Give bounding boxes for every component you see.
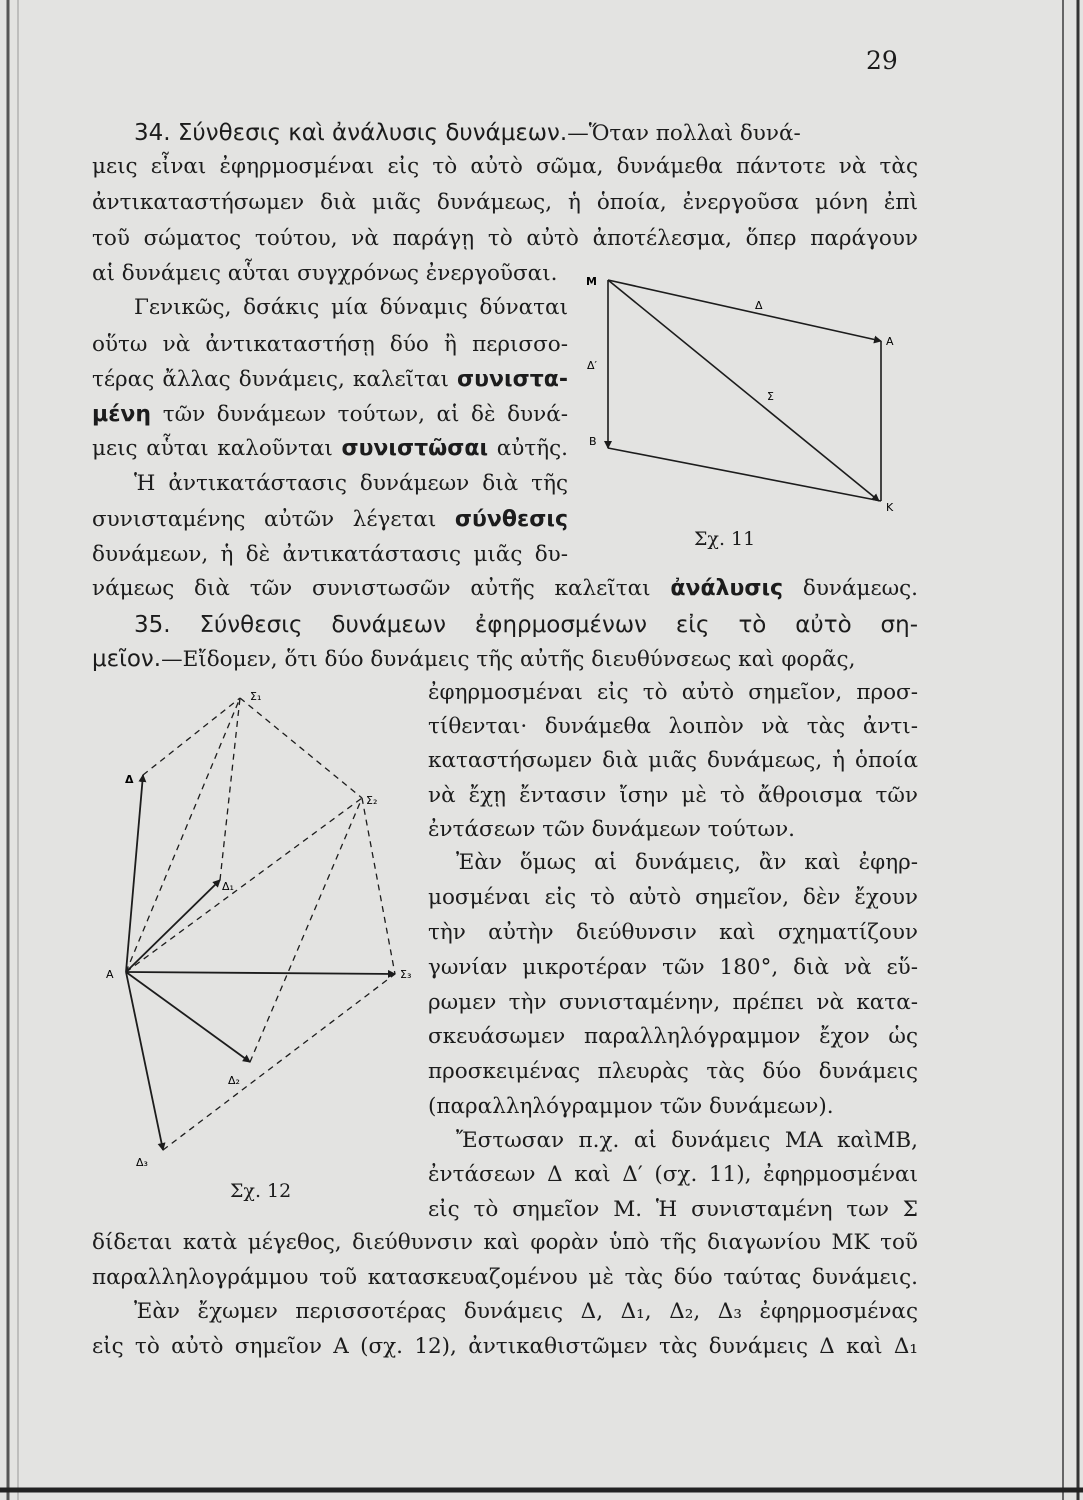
section34-line14 [92, 574, 918, 604]
section35-line5: νὰ ἔχῃ ἔντασιν ἴσην μὲ τὸ ἄθροισμα τῶν [428, 783, 918, 808]
section35-line8: μοσμέναι εἰς τὸ αὐτὸ σημεῖον, δὲν ἔχουν [428, 885, 918, 910]
section35-heading-end: μεῖον. [92, 646, 162, 672]
section35-line18: δίδεται κατὰ μέγεθος, διεύθυνσιν καὶ φορὰν ὑπὸ τῆς διαγωνίου ΜΚ τοῦ [92, 1230, 918, 1255]
construction-S1-S2 [240, 698, 362, 798]
diagonal-A-S2 [126, 798, 362, 972]
section35-line16: ἐντάσεων Δ καὶ Δ′ (σχ. 11), ἐφηρμοσμέναι [428, 1162, 918, 1187]
text-span: τῶν δυνάμεων τούτων, αἱ δὲ δυνά- [162, 402, 568, 427]
section35-line19: παραλληλογράμμου τοῦ κατασκευαζομένου μὲ τὰς δύο ταύτας δυνάμεις. [92, 1265, 918, 1290]
text-span: δυνάμεως. [802, 576, 918, 601]
construction-D3-S3 [163, 974, 395, 1150]
section35-line15: Ἔστωσαν π.χ. αἱ δυνάμεις ΜΑ καὶΜΒ, [456, 1128, 918, 1153]
term-synistamene-end: μένη [92, 402, 152, 427]
label-A: Α [886, 335, 894, 348]
section34-line4: τοῦ σώματος τούτου, νὰ παράγῃ τὸ αὐτὸ ἀποτέλεσμα, ὅπερ παράγουν [92, 226, 918, 251]
side-BK [608, 448, 881, 501]
section34-line1 [134, 118, 918, 149]
construction-D-S1 [143, 698, 240, 775]
figure-12 [100, 678, 420, 1182]
label-S3: Σ₃ [400, 968, 412, 981]
vector-D2 [126, 972, 250, 1062]
section35-line13: προσκειμένας πλευρὰς τὰς δύο δυνάμεις [428, 1059, 918, 1084]
section35-line11: ρωμεν τὴν συνισταμένην, πρέπει νὰ κατα- [428, 990, 918, 1015]
label-B: Β [589, 435, 597, 448]
section34-line11: Ἡ ἀντικατάστασις δυνάμεων διὰ τῆς [134, 471, 568, 496]
vector-D3 [126, 972, 163, 1150]
label-S1: Σ₁ [250, 690, 262, 703]
section34-line10 [92, 434, 568, 464]
construction-D1-S1 [220, 698, 240, 880]
vector-MK-resultant [608, 280, 879, 501]
section34-line2: μεις εἶναι ἐφηρμοσμέναι εἰς τὸ αὐτὸ σῶμα, δυνάμεθα πάντοτε νὰ τὰς [92, 154, 918, 179]
vector-S3-resultant [126, 972, 395, 974]
section35-line10: γωνίαν μικροτέραν τῶν 180°, διὰ νὰ εὕ- [428, 955, 918, 980]
section34-line9 [92, 400, 568, 430]
label-D-prime: Δ′ [587, 359, 598, 372]
section35-line12: σκευάσωμεν παραλληλόγραμμον ἔχον ὡς [428, 1024, 918, 1049]
section34-line3: ἀντικαταστήσωμεν διὰ μιᾶς δυνάμεως, ἡ ὁποία, ἐνεργοῦσα μόνη ἐπὶ [92, 190, 918, 215]
diagonal-A-S1 [126, 698, 240, 972]
label-K: Κ [886, 501, 894, 514]
figure-12-caption: Σχ. 12 [230, 1180, 292, 1202]
label-S: Σ [767, 390, 774, 403]
section34-line6: Γενικῶς, δσάκις μία δύναμις δύναται [134, 295, 568, 320]
section34-line12 [92, 505, 568, 535]
figure-11 [575, 265, 915, 529]
text-span: νάμεως διὰ τῶν συνιστωσῶν αὐτῆς καλεῖται [92, 576, 651, 601]
section34-line13: δυνάμεων, ἡ δὲ ἀντικατάστασις μιᾶς δυ- [92, 542, 568, 567]
figure-11-diagram [575, 265, 915, 525]
term-synistosai: συνιστῶσαι [341, 436, 489, 461]
section35-line9: τὴν αὐτὴν διεύθυνσιν καὶ σχηματίζουν [428, 920, 918, 945]
term-analysis: ἀνάλυσις [670, 576, 784, 601]
section34-line7: οὕτω νὰ ἀντικαταστήσῃ δύο ἢ περισσο- [92, 332, 568, 357]
section35-line1 [92, 644, 918, 675]
term-synistamene: συνιστα- [457, 367, 568, 392]
label-S2: Σ₂ [366, 794, 378, 807]
label-D: Δ [125, 773, 134, 786]
figure-12-diagram [100, 678, 420, 1178]
section34-text: —Ὅταν πολλαὶ δυνά- [567, 121, 801, 146]
label-D2: Δ₂ [228, 1074, 240, 1087]
vector-MA [608, 280, 881, 341]
construction-S2-S3 [362, 798, 395, 974]
section35-line3: τίθενται· δυνάμεθα λοιπὸν νὰ τὰς ἀντι- [428, 714, 918, 739]
text-span: —Εἴδομεν, ὅτι δύο δυνάμεις τῆς αὐτῆς διευθύνσεως καὶ φορᾶς, [161, 647, 856, 672]
label-D3: Δ₃ [136, 1156, 148, 1169]
section34-line8 [92, 365, 568, 395]
text-span: συνισταμένης αὐτῶν λέγεται [92, 507, 437, 532]
page-number: 29 [866, 46, 898, 75]
section35-line6: ἐντάσεων τῶν δυνάμεων τούτων. [428, 817, 795, 842]
term-synthesis: σύνθεσις [454, 507, 568, 532]
section35-line21: εἰς τὸ αὐτὸ σημεῖον Α (σχ. 12), ἀντικαθιστῶμεν τὰς δυνάμεις Δ καὶ Δ₁ [92, 1334, 918, 1359]
section35-line4: καταστήσωμεν διὰ μιᾶς δυνάμεως, ἡ ὁποία [428, 748, 918, 773]
section34-line5: αἱ δυνάμεις αὗται συγχρόνως ἐνεργοῦσαι. [92, 261, 558, 286]
label-D: Δ [755, 299, 763, 312]
text-span: αὐτῆς. [496, 436, 568, 461]
vector-D1 [126, 880, 220, 972]
vector-D [126, 775, 143, 972]
label-A: Α [106, 968, 114, 981]
construction-D2-S2 [250, 798, 362, 1062]
section35-line7: Ἐὰν ὅμως αἱ δυνάμεις, ἂν καὶ ἐφηρ- [456, 850, 918, 875]
section35-line14: (παραλληλόγραμμον τῶν δυνάμεων). [428, 1094, 834, 1119]
section35-heading-line1: 35. Σύνθεσις δυνάμεων ἐφηρμοσμένων εἰς τὸ αὐτὸ ση- [134, 612, 918, 638]
figure-11-caption: Σχ. 11 [694, 528, 756, 550]
label-M: Μ [586, 275, 597, 288]
section35-line20: Ἐὰν ἔχωμεν περισσοτέρας δυνάμεις Δ, Δ₁, Δ₂, Δ₃ ἐφηρμοσμένας [134, 1299, 918, 1324]
text-span: τέρας ἄλλας δυνάμεις, καλεῖται [92, 367, 449, 392]
text-span: μεις αὗται καλοῦνται [92, 436, 333, 461]
section35-line17: εἰς τὸ σημεῖον Μ. Ἡ συνισταμένη των Σ [428, 1197, 918, 1222]
label-D1: Δ₁ [222, 880, 234, 893]
section35-line2: ἐφηρμοσμέναι εἰς τὸ αὐτὸ σημεῖον, προσ- [428, 680, 918, 705]
section34-heading: 34. Σύνθεσις καὶ ἀνάλυσις δυνάμεων. [134, 120, 568, 146]
